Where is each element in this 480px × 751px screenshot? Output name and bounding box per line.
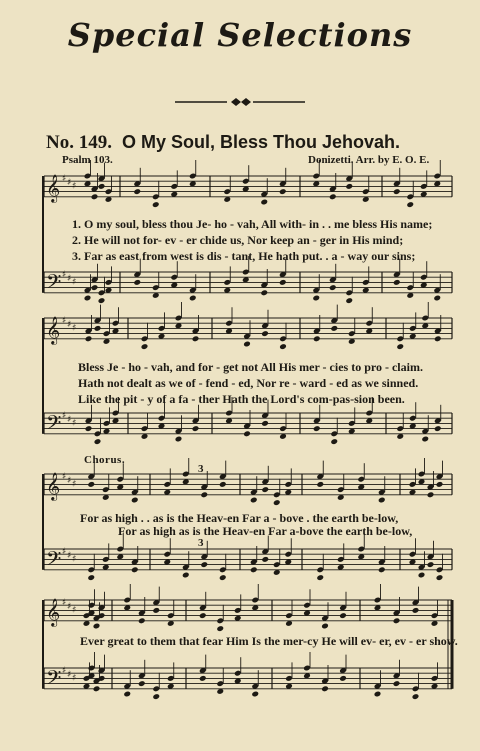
sharp-icon: ♯ [72, 181, 77, 192]
note-head [374, 691, 382, 698]
note-head [329, 193, 337, 200]
sharp-icon: ♯ [67, 319, 72, 330]
note-head [98, 183, 106, 190]
sharp-icon: ♯ [62, 472, 67, 483]
note-head [261, 330, 269, 337]
note-head [152, 607, 160, 614]
note-head [141, 343, 149, 350]
clef-icon: 𝄞 [46, 471, 61, 500]
note-head [421, 436, 429, 443]
final-line-lyric: Ever great to them that fear Him Is the mer-cy He will ev- er, ev - er show. [80, 634, 458, 648]
note-head [436, 481, 444, 488]
note-head [250, 497, 258, 504]
note-head [98, 297, 106, 304]
note-head [216, 625, 224, 632]
note-head [133, 279, 141, 286]
sharp-icon: ♯ [67, 414, 72, 425]
sharp-icon: ♯ [72, 554, 77, 565]
note-head [329, 284, 337, 291]
clef-icon: 𝄢 [46, 269, 62, 298]
note-head [339, 612, 347, 619]
note-head [321, 685, 329, 692]
triplet-mark-lower: 3 [198, 537, 204, 549]
note-head [316, 481, 324, 488]
note-head [85, 425, 93, 432]
note-head [175, 436, 183, 443]
sharp-icon: ♯ [72, 673, 77, 684]
verse-3-line-2: Like the pit - y of a fa - ther Hath the Lord's com-pas-sion been. [78, 392, 405, 406]
sharp-icon: ♯ [67, 601, 72, 612]
note-head [93, 623, 101, 630]
note-head [393, 279, 401, 286]
note-head [396, 343, 404, 350]
clef-icon: 𝄢 [46, 665, 62, 694]
note-head [94, 325, 102, 332]
triplet-mark: 3 [198, 463, 204, 475]
verse-3-line-1: 3. Far as east from west is dis - tant, He hath put. . a - way our sins; [72, 249, 416, 263]
sharp-icon: ♯ [67, 475, 72, 486]
hymn-composer: Donizetti. Arr. by E. O. E. [308, 154, 430, 166]
sharp-icon: ♯ [67, 273, 72, 284]
sharp-icon: ♯ [67, 669, 72, 680]
chorus-label: Chorus. [84, 454, 126, 466]
note-head [378, 497, 386, 504]
clef-icon: 𝄞 [46, 597, 61, 626]
note-head [243, 341, 251, 348]
note-head [85, 335, 93, 342]
note-head [131, 566, 139, 573]
hymn-number: No. 149. [46, 132, 112, 153]
note-head [436, 574, 444, 581]
note-head [279, 279, 287, 286]
clef-icon: 𝄢 [46, 410, 62, 439]
note-head [273, 499, 281, 506]
note-head [330, 438, 338, 445]
note-head [412, 693, 420, 700]
chorus-upper-lyric: For as high . . as is the Heav-en Far a - bove . the earth be-low, [80, 511, 399, 525]
note-head [261, 486, 269, 493]
note-head [378, 566, 386, 573]
clef-icon: 𝄞 [46, 173, 61, 202]
note-head [393, 617, 401, 624]
sharp-icon: ♯ [62, 598, 67, 609]
note-head [279, 343, 287, 350]
note-head [251, 691, 259, 698]
note-head [312, 295, 320, 302]
note-head [418, 572, 426, 579]
note-head [345, 297, 353, 304]
note-head [123, 691, 131, 698]
note-head [393, 680, 401, 687]
sharp-icon: ♯ [62, 316, 67, 327]
note-head [279, 188, 287, 195]
note-head [138, 617, 146, 624]
verse-1-line-2: Bless Je - ho - vah, and for - get not All His mer - cies to pro - claim. [78, 360, 423, 374]
sharp-icon: ♯ [72, 605, 77, 616]
note-head [87, 481, 95, 488]
note-head [219, 481, 227, 488]
note-head [182, 572, 190, 579]
verse-2-line-2: Hath not dealt as we of - fend - ed, Nor re - ward - ed as we sinned. [78, 376, 419, 390]
note-head [427, 561, 435, 568]
note-head [219, 574, 227, 581]
note-head [200, 561, 208, 568]
verse-2-line-1: 2. He will not for- ev - er chide us, Nor keep an - ger in His mind; [72, 233, 404, 247]
note-head [152, 693, 160, 700]
note-head [330, 325, 338, 332]
sharp-icon: ♯ [67, 177, 72, 188]
note-head [427, 491, 435, 498]
note-head [93, 685, 101, 692]
note-head [412, 607, 420, 614]
note-head [434, 425, 442, 432]
note-head [406, 201, 414, 208]
note-head [261, 556, 269, 563]
note-head [339, 675, 347, 682]
note-head [87, 574, 95, 581]
note-head [321, 623, 329, 630]
sharp-icon: ♯ [62, 666, 67, 677]
sharp-icon: ♯ [72, 277, 77, 288]
clef-icon: 𝄢 [46, 546, 62, 575]
note-head [189, 295, 197, 302]
note-head [199, 612, 207, 619]
note-head [260, 199, 268, 206]
note-head [199, 675, 207, 682]
note-head [152, 201, 160, 208]
page-heading: Special Selections [67, 16, 413, 54]
hymn-title: O My Soul, Bless Thou Jehovah. [122, 132, 401, 152]
note-head [91, 284, 99, 291]
sharp-icon: ♯ [67, 550, 72, 561]
note-head [94, 438, 102, 445]
note-head [250, 566, 258, 573]
sharp-icon: ♯ [72, 479, 77, 490]
sharp-icon: ♯ [72, 323, 77, 334]
sharp-icon: ♯ [62, 174, 67, 185]
verse-1-line-1: 1. O my soul, bless thou Je- ho - vah, All with- in . . me bless His name; [72, 217, 433, 231]
note-head [434, 335, 442, 342]
note-head [131, 497, 139, 504]
note-head [313, 335, 321, 342]
hymn-source: Psalm 103. [62, 154, 113, 166]
note-head [316, 574, 324, 581]
sharp-icon: ♯ [62, 270, 67, 281]
note-head [192, 335, 200, 342]
note-head [84, 295, 92, 302]
note-head [192, 425, 200, 432]
note-head [261, 420, 269, 427]
clef-icon: 𝄞 [46, 315, 61, 344]
note-head [243, 430, 251, 437]
note-head [313, 425, 321, 432]
note-head [433, 295, 441, 302]
note-head [138, 680, 146, 687]
note-head [260, 289, 268, 296]
note-head [91, 193, 99, 200]
sharp-icon: ♯ [72, 418, 77, 429]
note-head [200, 491, 208, 498]
note-head [133, 188, 141, 195]
chorus-lower-lyric: For as high as is the Heav-en Far a-bove the earth be-low, [118, 524, 413, 538]
sharp-icon: ♯ [62, 411, 67, 422]
note-head [345, 183, 353, 190]
sharp-icon: ♯ [62, 547, 67, 558]
note-head [393, 188, 401, 195]
